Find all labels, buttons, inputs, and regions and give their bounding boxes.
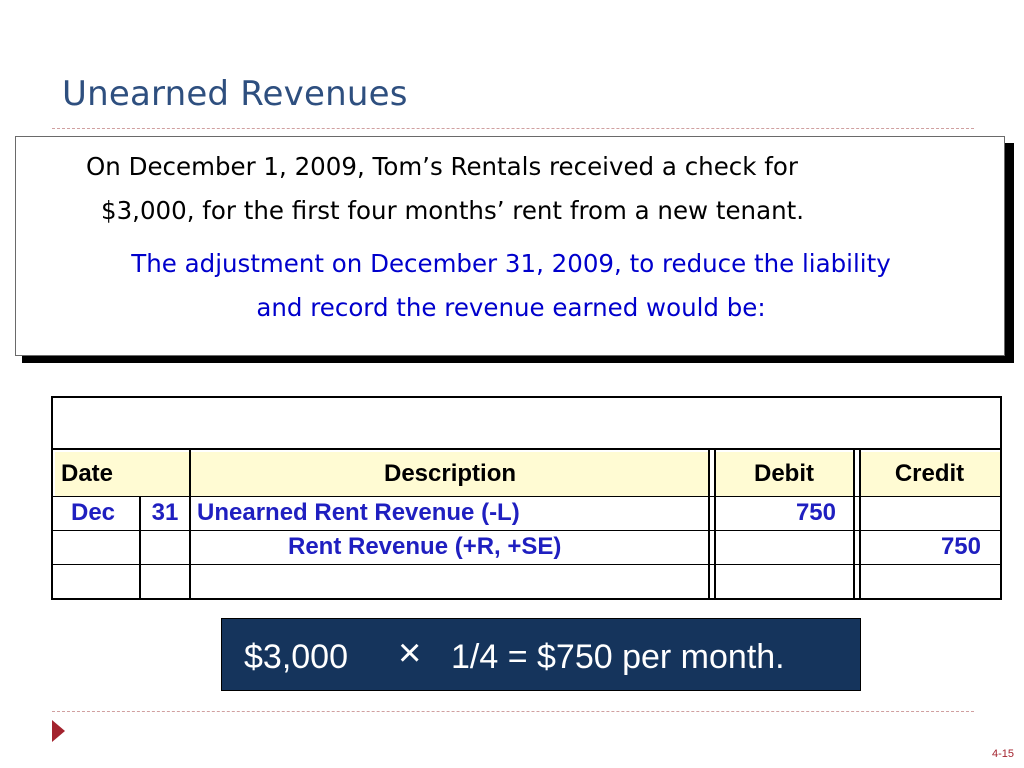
multiply-symbol: × bbox=[398, 631, 422, 675]
adjustment-paragraph bbox=[16, 241, 1006, 331]
row1-description: Unearned Rent Revenue (-L) bbox=[197, 499, 520, 526]
row1-day: 31 bbox=[151, 499, 179, 526]
journal-title-row bbox=[51, 396, 1002, 450]
grid-line bbox=[139, 496, 141, 600]
row3-debit bbox=[714, 564, 836, 598]
top-divider bbox=[52, 128, 974, 129]
row1-debit: 750 bbox=[795, 499, 836, 526]
grid-line bbox=[51, 450, 53, 600]
grid-line bbox=[708, 450, 716, 600]
scenario-paragraph bbox=[86, 144, 986, 234]
slide-title: Unearned Revenues bbox=[62, 74, 408, 114]
header-debit: Debit bbox=[714, 452, 854, 496]
row3-credit bbox=[859, 564, 981, 598]
grid-line bbox=[189, 450, 191, 600]
calc-amount: $3,000 bbox=[244, 638, 348, 676]
adjustment-line-1: The adjustment on December 31, 2009, to reduce the liability bbox=[131, 249, 891, 278]
page-number: 4-15 bbox=[991, 748, 1014, 760]
scenario-line-1: On December 1, 2009, Tom’s Rentals received a check for bbox=[86, 152, 798, 181]
calc-result: 1/4 = $750 per month. bbox=[451, 638, 785, 676]
triangle-right-icon bbox=[52, 720, 65, 742]
header-description: Description bbox=[191, 452, 709, 496]
grid-line bbox=[1000, 450, 1002, 600]
row2-credit: 750 bbox=[940, 533, 981, 560]
row2-debit bbox=[714, 530, 836, 564]
grid-line bbox=[853, 450, 861, 600]
bottom-divider bbox=[52, 711, 974, 712]
row3-month bbox=[55, 564, 139, 598]
row1-credit bbox=[859, 496, 981, 530]
row3-day bbox=[141, 564, 189, 598]
scenario-line-2: $3,000, for the first four months’ rent from a new tenant. bbox=[101, 196, 804, 225]
row1-month: Dec bbox=[71, 499, 116, 526]
row2-day bbox=[141, 530, 189, 564]
scenario-textbox bbox=[15, 136, 1005, 356]
row2-month bbox=[55, 530, 139, 564]
calculation-box bbox=[221, 618, 861, 691]
header-date: Date bbox=[55, 452, 190, 496]
journal-entry-table bbox=[51, 396, 1002, 601]
row3-description bbox=[191, 564, 709, 598]
header-credit: Credit bbox=[859, 452, 1000, 496]
row2-description: Rent Revenue (+R, +SE) bbox=[288, 533, 562, 560]
adjustment-line-2: and record the revenue earned would be: bbox=[256, 293, 766, 322]
